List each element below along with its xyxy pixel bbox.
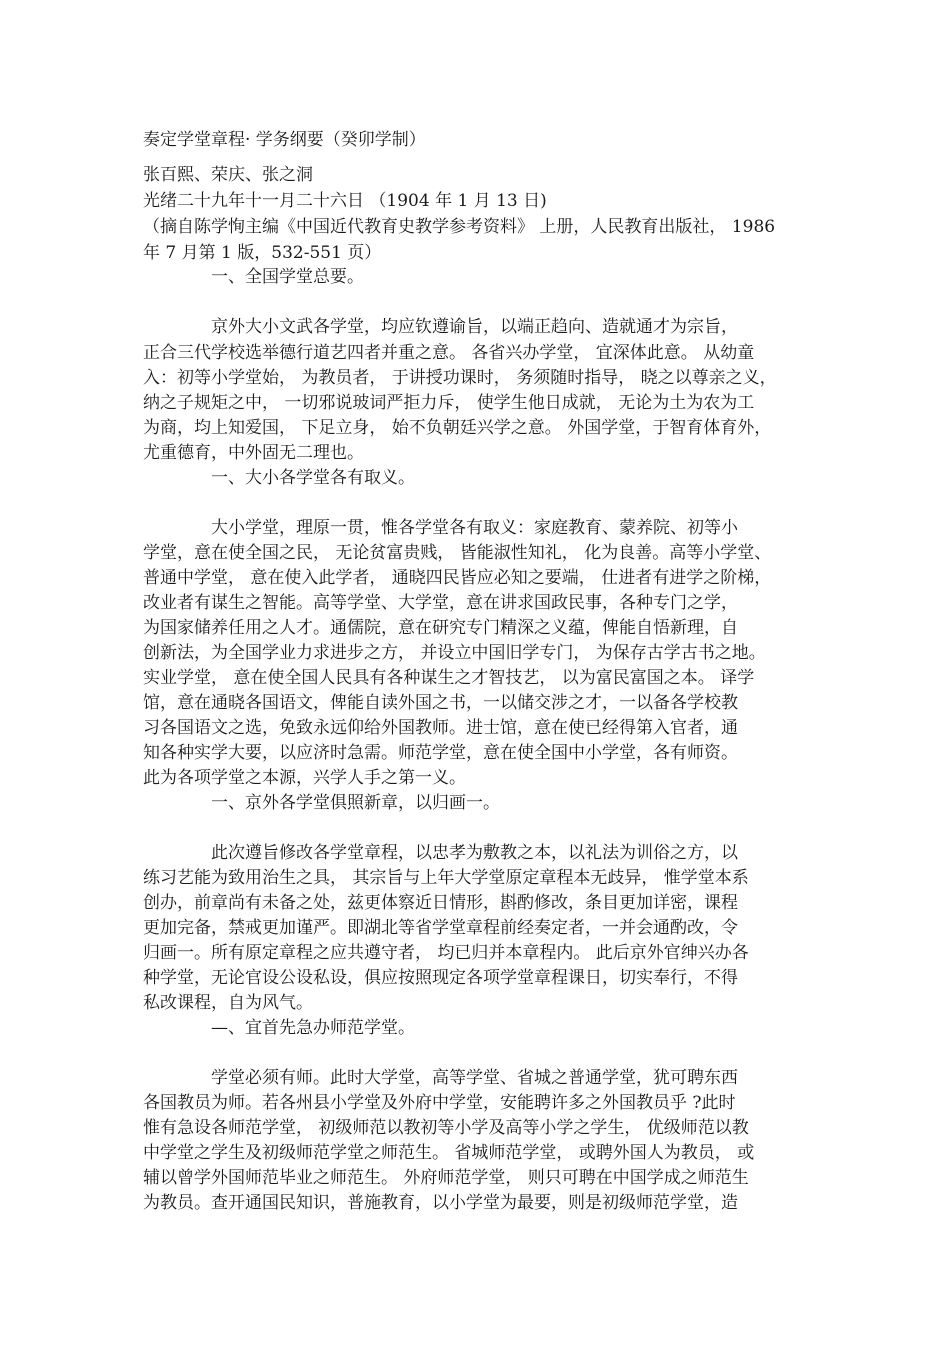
document-title: 奏定学堂章程· 学务纲要（癸卯学制）	[143, 130, 426, 150]
paragraph-line: 创新法，为全国学业力求进步之方， 并设立中国旧学专门， 为保存古学古书之地。	[143, 643, 766, 663]
paragraph-line: 为商，均上知爱国， 下足立身， 始不负朝廷兴学之意。 外国学堂，于智育体育外，	[143, 418, 772, 438]
paragraph-line: 更加完备，禁戒更加谨严。即湖北等省学堂章程前经奏定者，一并会通酌改，令	[143, 918, 738, 938]
section-heading: 一、大小各学堂各有取义。	[211, 468, 415, 488]
paragraph-line: 创办，前章尚有未备之处，兹更体察近日情形，斟酌修改，条目更加详密，课程	[143, 893, 738, 913]
paragraph-line: 中学堂之学生及初级师范学堂之师范生。 省城师范学堂， 或聘外国人为教员， 或	[143, 1143, 755, 1163]
paragraph-line: 实业学堂， 意在使全国人民具有各种谋生之才智技艺， 以为富民富国之本。 译学	[143, 668, 755, 688]
paragraph-line: 各国教员为师。若各州县小学堂及外府中学堂，安能聘许多之外国教员乎 ?此时	[143, 1093, 736, 1113]
paragraph-line: 馆，意在通晓各国语文，俾能自读外国之书，一以储交涉之才，一以备各学校教	[143, 693, 738, 713]
paragraph-line: 普通中学堂， 意在使入此学者， 通晓四民皆应必知之要端， 仕进者有进学之阶梯，	[143, 568, 772, 588]
paragraph-line: 学堂，意在使全国之民， 无论贫富贵贱， 皆能淑性知礼， 化为良善。高等小学堂、	[143, 543, 772, 563]
paragraph-line: 练习艺能为致用治生之具， 其宗旨与上年大学堂原定章程本无歧异， 惟学堂本系	[143, 868, 749, 888]
paragraph-line: 归画一。所有原定章程之应共遵守者， 均已归并本章程内。 此后京外官绅兴办各	[143, 943, 749, 963]
paragraph-line: 入：初等小学堂始， 为教员者， 于讲授功课时， 务须随时指导， 晓之以尊亲之义，	[143, 368, 777, 388]
paragraph-line: 知各种实学大要，以应济时急需。师范学堂，意在使全国中小学堂，各有师资。	[143, 743, 738, 763]
paragraph-line: 习各国语文之选，免致永远仰给外国教师。进士馆，意在使已经得第入官者，通	[143, 718, 738, 738]
paragraph-line: 此次遵旨修改各学堂章程，以忠孝为敷教之本，以礼法为训俗之方，以	[211, 843, 738, 863]
paragraph-line: 正合三代学校选举德行道艺四者并重之意。 各省兴办学堂， 宜深体此意。 从幼童	[143, 343, 755, 363]
paragraph-line: 为教员。查开通国民知识，普施教育，以小学堂为最要，则是初级师范学堂，造	[143, 1193, 738, 1213]
paragraph-line: 纳之子规矩之中， 一切邪说玻词严拒力斥， 使学生他日成就， 无论为土为农为工	[143, 393, 755, 413]
paragraph-line: 辅以曾学外国师范毕业之师范生。 外府师范学堂， 则只可聘在中国学成之师范生	[143, 1168, 749, 1188]
section-heading: 一、全国学堂总要。	[211, 267, 364, 287]
paragraph-line: 为国家储养任用之人才。通儒院，意在研究专门精深之义蕴，俾能自悟新理，自	[143, 618, 738, 638]
paragraph-line: 惟有急设各师范学堂， 初级师范以教初等小学及高等小学之学生， 优级师范以教	[143, 1118, 749, 1138]
paragraph-line: 京外大小文武各学堂，均应钦遵谕旨，以端正趋向、造就通才为宗旨，	[211, 317, 738, 337]
document-authors: 张百熙、荣庆、张之洞	[143, 165, 313, 185]
section-heading: 一、京外各学堂俱照新章，以归画一。	[211, 793, 500, 813]
paragraph-line: 私改课程，自为风气。	[143, 993, 313, 1013]
paragraph-line: 大小学堂，理原一贯，惟各学堂各有取义：家庭教育、蒙养院、初等小	[211, 518, 738, 538]
document-date: 光绪二十九年十一月二十六日 （1904 年 1 月 13 日)	[143, 191, 547, 211]
paragraph-line: 尤重德育，中外固无二理也。	[143, 443, 364, 463]
source-line: 年 7 月第 1 版，532-551 页）	[143, 243, 382, 263]
paragraph-line: 此为各项学堂之本源，兴学人手之第一义。	[143, 768, 466, 788]
section-heading: —、宜首先急办师范学堂。	[211, 1018, 415, 1038]
source-line: （摘自陈学恂主编《中国近代教育史教学参考资料》 上册，人民教育出版社， 1986	[143, 217, 776, 237]
paragraph-line: 学堂必须有师。此时大学堂，高等学堂、省城之普通学堂，犹可聘东西	[211, 1068, 738, 1088]
paragraph-line: 种学堂，无论官设公设私设，俱应按照现定各项学堂章程课日，切实奉行，不得	[143, 968, 738, 988]
paragraph-line: 改业者有谋生之智能。高等学堂、大学堂，意在讲求国政民事，各种专门之学，	[143, 593, 738, 613]
